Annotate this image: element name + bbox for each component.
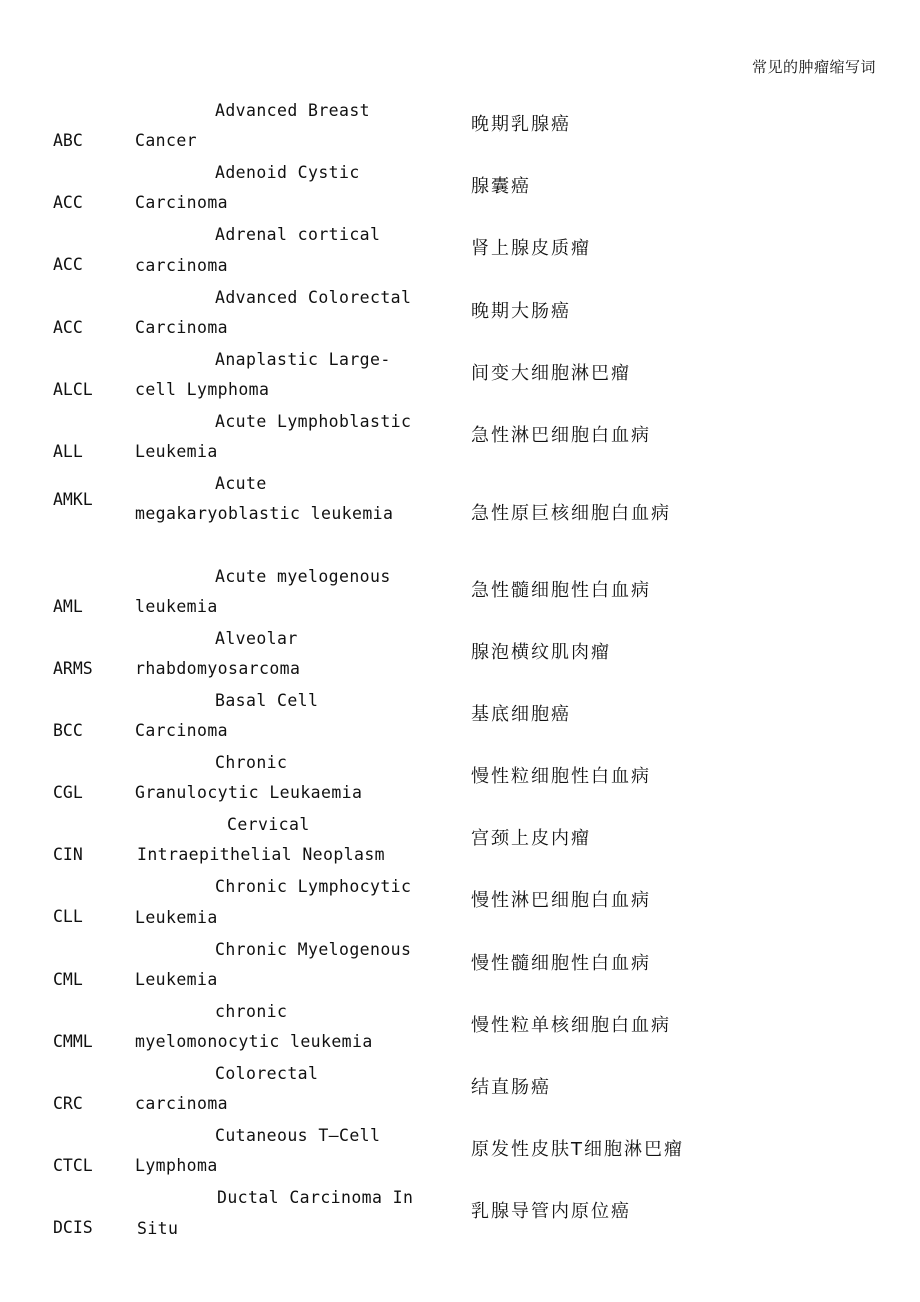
abbreviation: ACC [53,255,83,275]
abbreviation: ALCL [53,379,93,399]
english-term: Alveolar rhabdomyosarcoma [135,628,309,678]
chinese-term: 晚期乳腺癌 [471,114,571,135]
abbreviation: AMKL [53,490,93,510]
abbreviation: ARMS [53,658,93,678]
chinese-term: 慢性髓细胞性白血病 [471,952,651,974]
abbreviation: CIN [53,845,83,865]
chinese-term: 结直肠癌 [471,1077,551,1099]
abbreviation: CTCL [53,1156,93,1176]
english-term: Advanced Breast Cancer [135,101,381,151]
table-row [0,622,920,684]
chinese-term: 腺泡横纹肌肉瘤 [471,641,611,663]
chinese-term: 宫颈上皮内瘤 [471,828,591,850]
chinese-term: 急性髓细胞性白血病 [471,579,651,601]
table-row [0,1119,920,1181]
abbreviation: CML [53,969,83,989]
chinese-term: 慢性淋巴细胞白血病 [471,890,651,912]
chinese-term: 慢性粒细胞性白血病 [471,766,651,788]
abbreviation: DCIS [53,1218,93,1238]
table-row [0,870,920,932]
abbreviation: CGL [53,783,83,803]
english-term: Cutaneous T—Cell Lymphoma [135,1126,391,1176]
english-term: Acute myelogenous leukemia [135,566,402,616]
chinese-term: 原发性皮肤T细胞淋巴瘤 [471,1139,684,1161]
english-term: Cervical Intraepithelial Neoplasm [137,815,386,865]
page-header-title: 常见的肿瘤缩写词 [751,58,876,76]
table-row [0,684,920,746]
english-term: Adrenal cortical carcinoma [135,225,391,275]
table-row [0,467,920,559]
abbreviation: ACC [53,193,83,213]
english-term: chronic myelomonocytic leukemia [135,1001,373,1052]
table-row [0,995,920,1057]
table-row [0,933,920,995]
english-term: Chronic Granulocytic Leukaemia [135,753,363,803]
english-term: Basal Cell Carcinoma [135,690,329,741]
table-row [0,156,920,218]
abbreviation-table [0,94,920,1244]
table-row [0,218,920,280]
chinese-term: 急性淋巴细胞白血病 [471,424,651,446]
table-row [0,746,920,808]
chinese-term: 基底细胞癌 [471,703,571,725]
table-row [0,1181,920,1243]
english-term: Chronic Lymphocytic Leukemia [135,877,422,927]
abbreviation: CLL [53,907,83,927]
table-row [0,281,920,343]
english-term: Acute megakaryoblastic leukemia [135,474,394,524]
table-row [0,560,920,622]
chinese-term: 晚期大肠癌 [471,300,571,322]
abbreviation: CMML [53,1031,93,1051]
chinese-term: 间变大细胞淋巴瘤 [471,362,631,384]
abbreviation: ALL [53,441,83,461]
chinese-term: 乳腺导管内原位癌 [471,1201,631,1223]
abbreviation: ACC [53,317,83,337]
english-term: Anaplastic Large-cell Lymphoma [135,349,391,399]
abbreviation: CRC [53,1094,83,1114]
table-row [0,405,920,467]
english-term: Ductal Carcinoma In Situ [137,1188,424,1238]
abbreviation: ABC [53,131,83,150]
chinese-term: 慢性粒单核细胞白血病 [471,1014,671,1036]
table-row [0,808,920,870]
table-row [0,94,920,156]
abbreviation: BCC [53,720,83,740]
english-term: Acute Lymphoblastic Leukemia [135,411,422,462]
abbreviation: AML [53,596,83,616]
table-row [0,343,920,405]
english-term: Chronic Myelogenous Leukemia [135,939,422,989]
english-term: Adenoid Cystic Carcinoma [135,163,371,213]
chinese-term: 急性原巨核细胞白血病 [471,503,671,525]
table-row [0,1057,920,1119]
english-term: Colorectal carcinoma [135,1064,329,1114]
english-term: Advanced Colorectal Carcinoma [135,287,422,337]
chinese-term: 腺囊癌 [471,176,531,198]
chinese-term: 肾上腺皮质瘤 [471,238,591,260]
